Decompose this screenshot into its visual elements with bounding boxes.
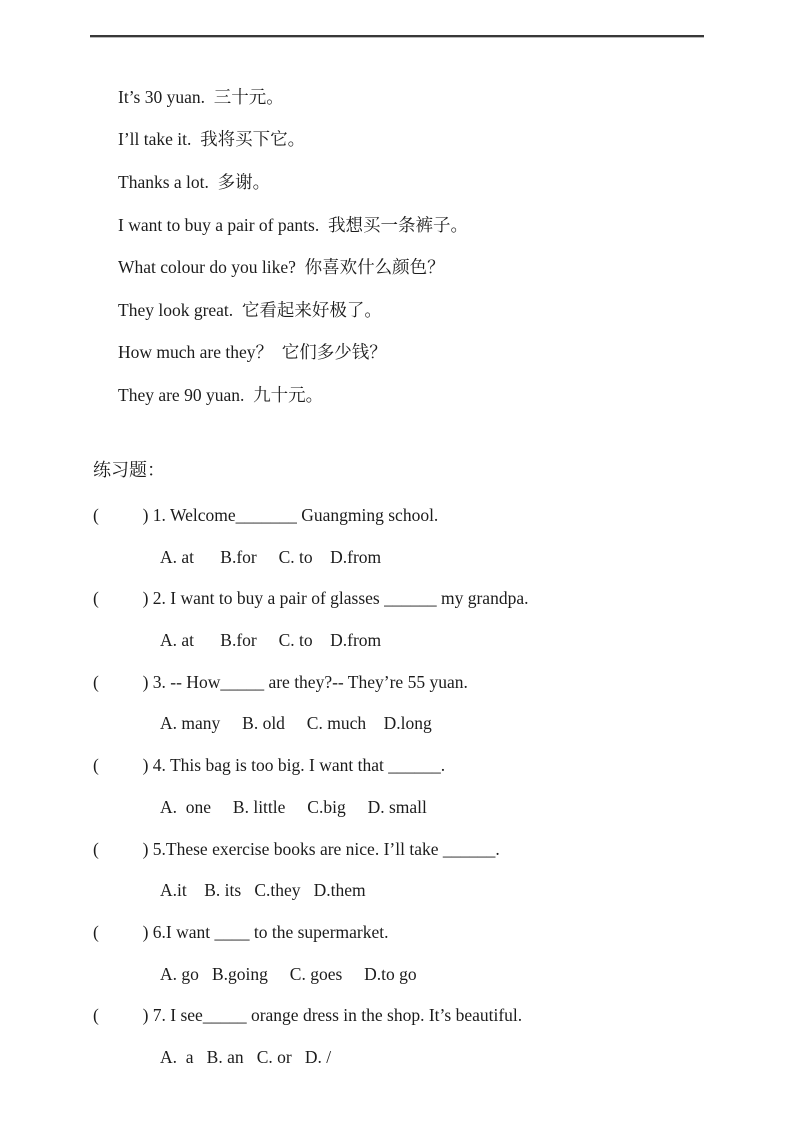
phrase-line: They look great. 它看起来好极了。 — [118, 299, 382, 320]
phrase-line: I want to buy a pair of pants. 我想买一条裤子。 — [118, 214, 468, 235]
question-2-options: A. at B.for C. to D.from — [160, 630, 382, 651]
exercise-title: 练习题： — [93, 459, 165, 480]
question-2-stem: ( ) 2. I want to buy a pair of glasses ______ my grandpa. — [93, 588, 529, 609]
question-5-stem: ( ) 5.These exercise books are nice. I’ll take ______. — [93, 838, 500, 859]
phrase-line: What colour do you like? 你喜欢什么颜色？ — [118, 257, 445, 278]
phrase-line: It’s 30 yuan. 三十元。 — [118, 86, 284, 107]
phrase-line: They are 90 yuan. 九十元。 — [118, 384, 324, 405]
question-6-stem: ( ) 6.I want ____ to the supermarket. — [93, 921, 389, 942]
question-4-options: A. one B. little C.big D. small — [160, 796, 427, 817]
question-1-stem: ( ) 1. Welcome_______ Guangming school. — [93, 505, 439, 526]
question-5-options: A.it B. its C.they D.them — [160, 880, 366, 901]
question-3-options: A. many B. old C. much D.long — [160, 713, 432, 734]
question-4-stem: ( ) 4. This bag is too big. I want that ______. — [93, 755, 446, 776]
question-7-stem: ( ) 7. I see_____ orange dress in the shop. It’s beautiful. — [93, 1005, 523, 1026]
question-1-options: A. at B.for C. to D.from — [160, 546, 382, 567]
exercise-section — [93, 448, 528, 1078]
phrase-line: I’ll take it. 我将买下它。 — [118, 129, 306, 150]
question-3-stem: ( ) 3. -- How_____ are they?-- They’re 55 yuan. — [93, 671, 468, 692]
phrase-line: Thanks a lot. 多谢。 — [118, 171, 271, 192]
header-rule — [90, 35, 704, 37]
phrase-list — [118, 75, 468, 416]
question-7-options: A. a B. an C. or D. / — [160, 1046, 332, 1067]
phrase-line: How much are they？ 它们多少钱？ — [118, 342, 387, 363]
question-6-options: A. go B.going C. goes D.to go — [160, 963, 417, 984]
